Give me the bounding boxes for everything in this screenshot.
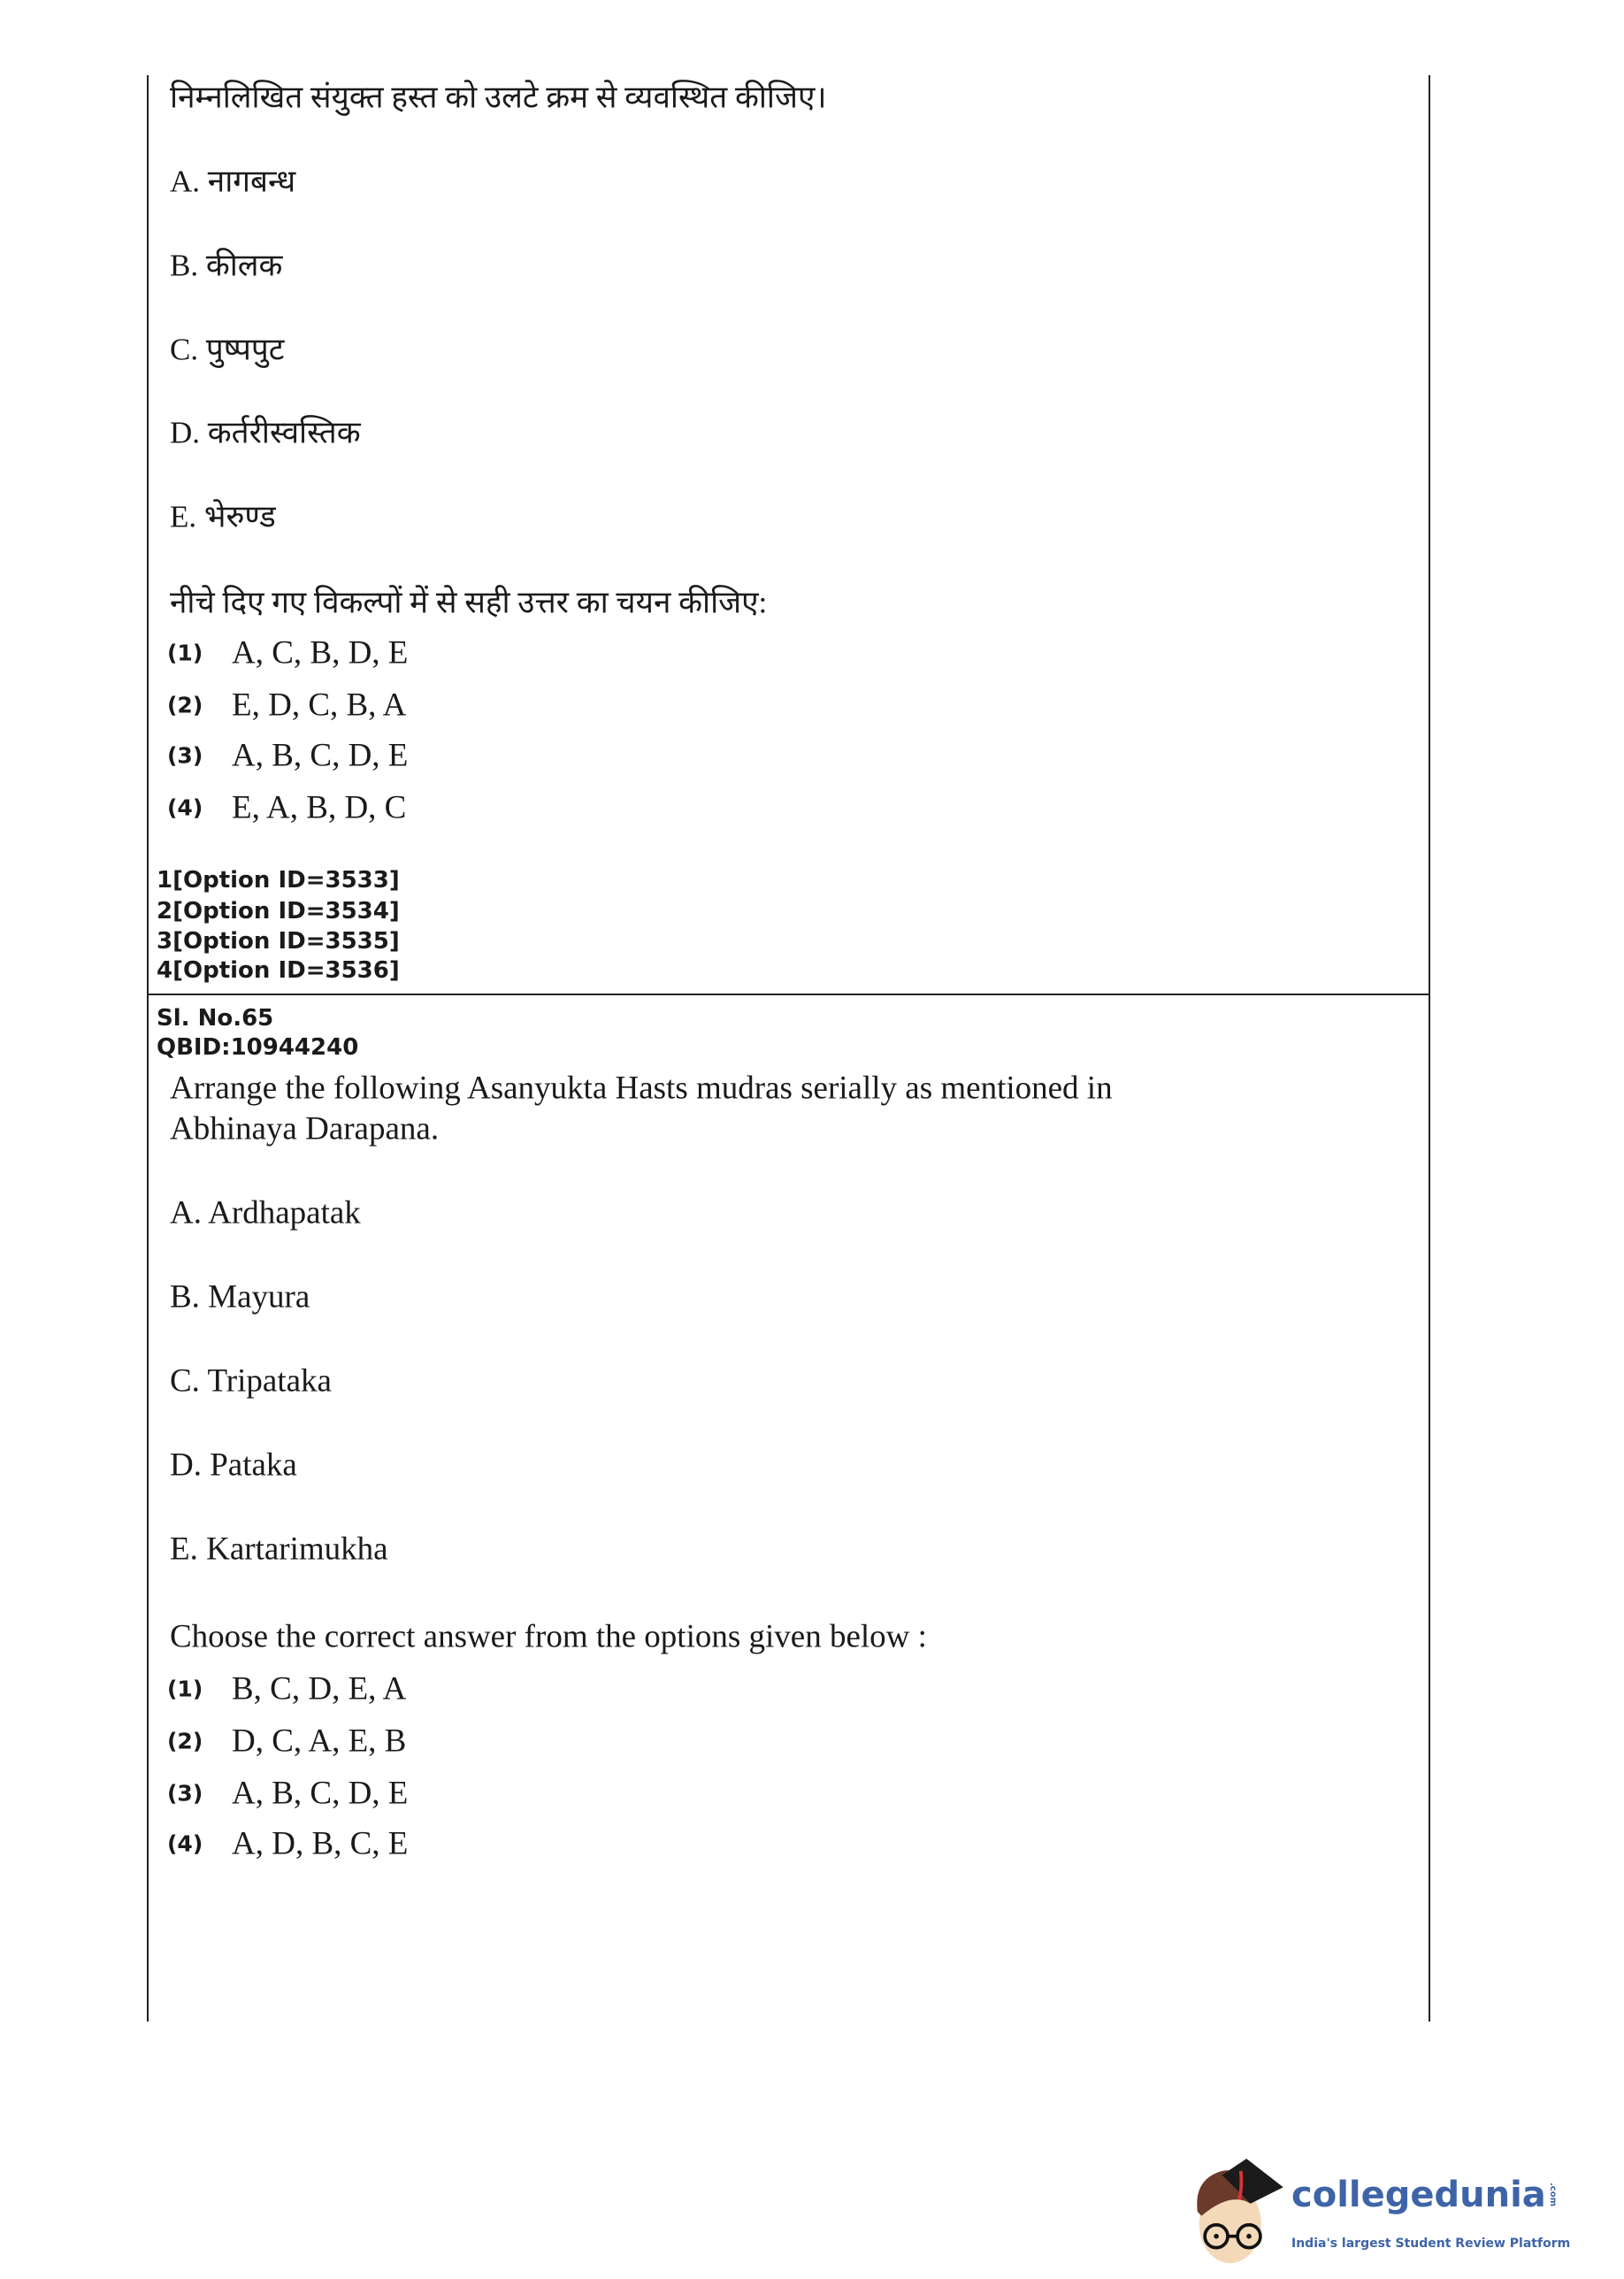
answer-option: [167, 737, 408, 775]
option-number: (3): [167, 742, 203, 769]
answer-prompt: नीचे दिए गए विकल्पों में से सही उत्तर का चयन कीजिए:: [170, 585, 768, 620]
question-divider: [147, 994, 1430, 995]
qbid: QBID:10944240: [157, 1034, 359, 1061]
option-number: (4): [167, 1830, 203, 1857]
option-id: 1[Option ID=3533]: [157, 867, 400, 894]
answer-option: [167, 1775, 408, 1813]
list-item: D. Pataka: [170, 1446, 297, 1484]
list-item: E. भेरुण्ड: [170, 499, 276, 534]
brand-tagline: India's largest Student Review Platform: [1291, 2237, 1571, 2251]
option-number: (4): [167, 794, 203, 821]
answer-option: [167, 1670, 406, 1708]
list-item: C. पुष्पपुट: [170, 332, 285, 367]
option-text: B, C, D, E, A: [232, 1670, 407, 1707]
list-item: A. नागबन्ध: [170, 164, 296, 199]
answer-option: [167, 789, 406, 827]
list-item: C. Tripataka: [170, 1362, 332, 1400]
list-item: D. कर्तरीस्वस्तिक: [170, 415, 361, 450]
option-number: (1): [167, 640, 203, 666]
option-text: A, C, B, D, E: [232, 634, 409, 671]
option-number: (1): [167, 1676, 203, 1702]
question-stem: निम्नलिखित संयुक्त हस्त को उलटे क्रम से व्यवस्थित कीजिए।: [170, 80, 827, 115]
option-id: 3[Option ID=3535]: [157, 928, 400, 955]
option-id: 4[Option ID=3536]: [157, 957, 400, 984]
option-text: E, D, C, B, A: [232, 687, 407, 724]
list-item: B. कीलक: [170, 248, 283, 283]
option-text: D, C, A, E, B: [232, 1723, 407, 1760]
option-number: (3): [167, 1780, 203, 1807]
option-id: 2[Option ID=3534]: [157, 898, 400, 925]
left-border: [147, 75, 149, 2022]
brand-text: collegedunia: [1291, 2175, 1546, 2215]
question-stem: Arrange the following Asanyukta Hasts mudras serially as mentioned in: [170, 1070, 1113, 1107]
option-text: E, A, B, D, C: [232, 789, 407, 826]
brand-name: [1291, 2175, 1558, 2215]
right-border: [1429, 75, 1430, 2022]
answer-option: [167, 1825, 408, 1863]
collegedunia-logo: [1185, 2150, 1606, 2274]
answer-option: [167, 634, 408, 672]
list-item: A. Ardhapatak: [170, 1194, 361, 1232]
question-stem-line2: Abhinaya Darapana.: [170, 1110, 440, 1147]
brand-domain: .com: [1547, 2183, 1558, 2207]
option-text: A, D, B, C, E: [232, 1825, 409, 1862]
list-item: E. Kartarimukha: [170, 1531, 388, 1568]
option-text: A, B, C, D, E: [232, 737, 409, 774]
answer-prompt: Choose the correct answer from the options given below :: [170, 1618, 927, 1655]
mascot-icon: [1185, 2150, 1291, 2274]
answer-option: [167, 1723, 406, 1761]
serial-number: Sl. No.65: [157, 1005, 274, 1032]
list-item: B. Mayura: [170, 1278, 310, 1316]
option-number: (2): [167, 692, 203, 718]
option-text: A, B, C, D, E: [232, 1775, 409, 1812]
answer-option: [167, 687, 406, 725]
option-number: (2): [167, 1728, 203, 1754]
